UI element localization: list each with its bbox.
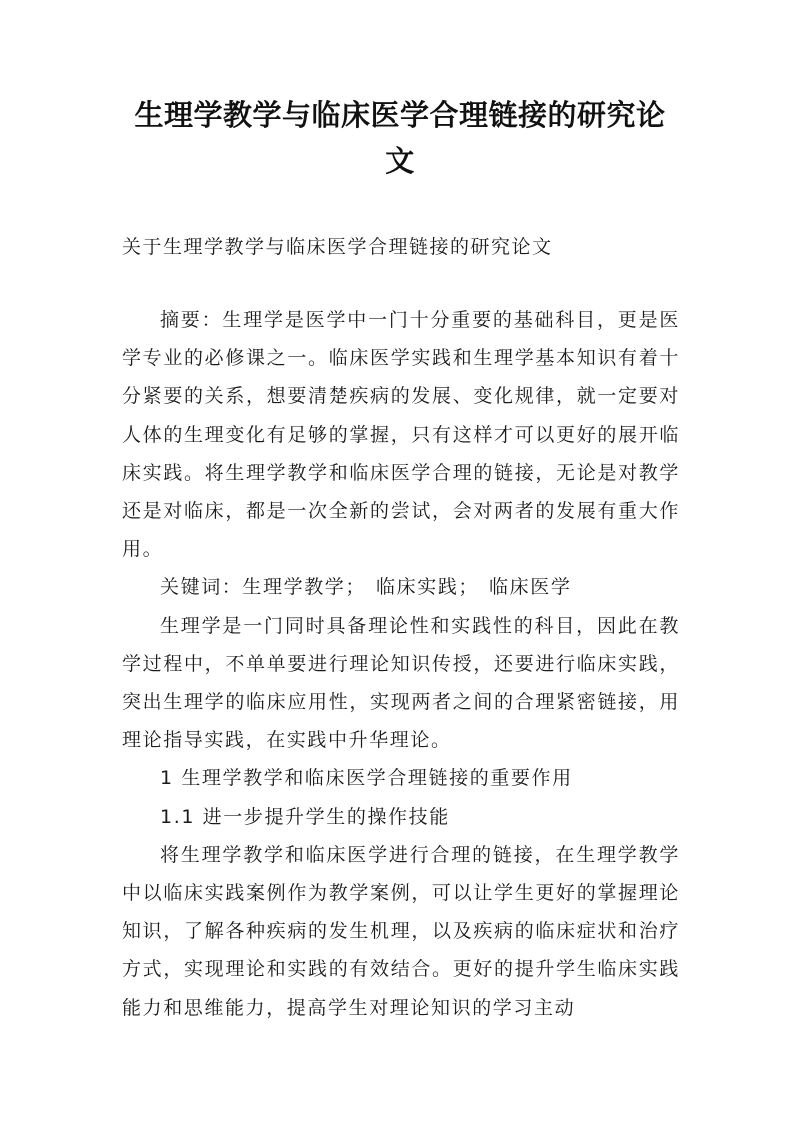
abstract-paragraph: 摘要：生理学是医学中一门十分重要的基础科目，更是医学专业的必修课之一。临床医学实践和生理学基本知识有着十分紧要的关系，想要清楚疾病的发展、变化规律，就一定要对人体的生理变化有足够的掌握，只有这样才可以更好的展开临床实践。将生理学教学和临床医学合理的链接，无论是对教学还是对临床，都是一次全新的尝试，会对两者的发展有重大作用。 [122, 309, 680, 561]
keywords-label: 关键词： [160, 576, 243, 599]
document-subtitle: 关于生理学教学与临床医学合理链接的研究论文 [122, 236, 553, 258]
document-body [122, 301, 680, 1027]
keywords-line [122, 568, 680, 606]
section-paragraph: 将生理学教学和临床医学进行合理的链接，在生理学教学中以临床实践案例作为教学案例，可以让学生更好的掌握理论知识，了解各种疾病的发生机理，以及疾病的临床症状和治疗方式，实现理论和实践的有效结合。更好的提升学生临床实践能力和思维能力，提高学生对理论知识的学习主动 [122, 843, 680, 1019]
keyword-item: 临床实践； [376, 576, 480, 599]
subsection-heading: 1.1 进一步提升学生的操作技能 [160, 805, 450, 828]
keyword-item: 临床医学 [489, 576, 572, 599]
keyword-item: 生理学教学； [242, 576, 367, 599]
document-title: 生理学教学与临床医学合理链接的研究论文 [134, 98, 666, 178]
section-heading: 1 生理学教学和临床医学合理链接的重要作用 [160, 767, 573, 790]
intro-paragraph: 生理学是一门同时具备理论性和实践性的科目，因此在教学过程中，不单单要进行理论知识传授，还要进行临床实践，突出生理学的临床应用性，实现两者之间的合理紧密链接，用理论指导实践，在实践中升华理论。 [122, 614, 680, 752]
